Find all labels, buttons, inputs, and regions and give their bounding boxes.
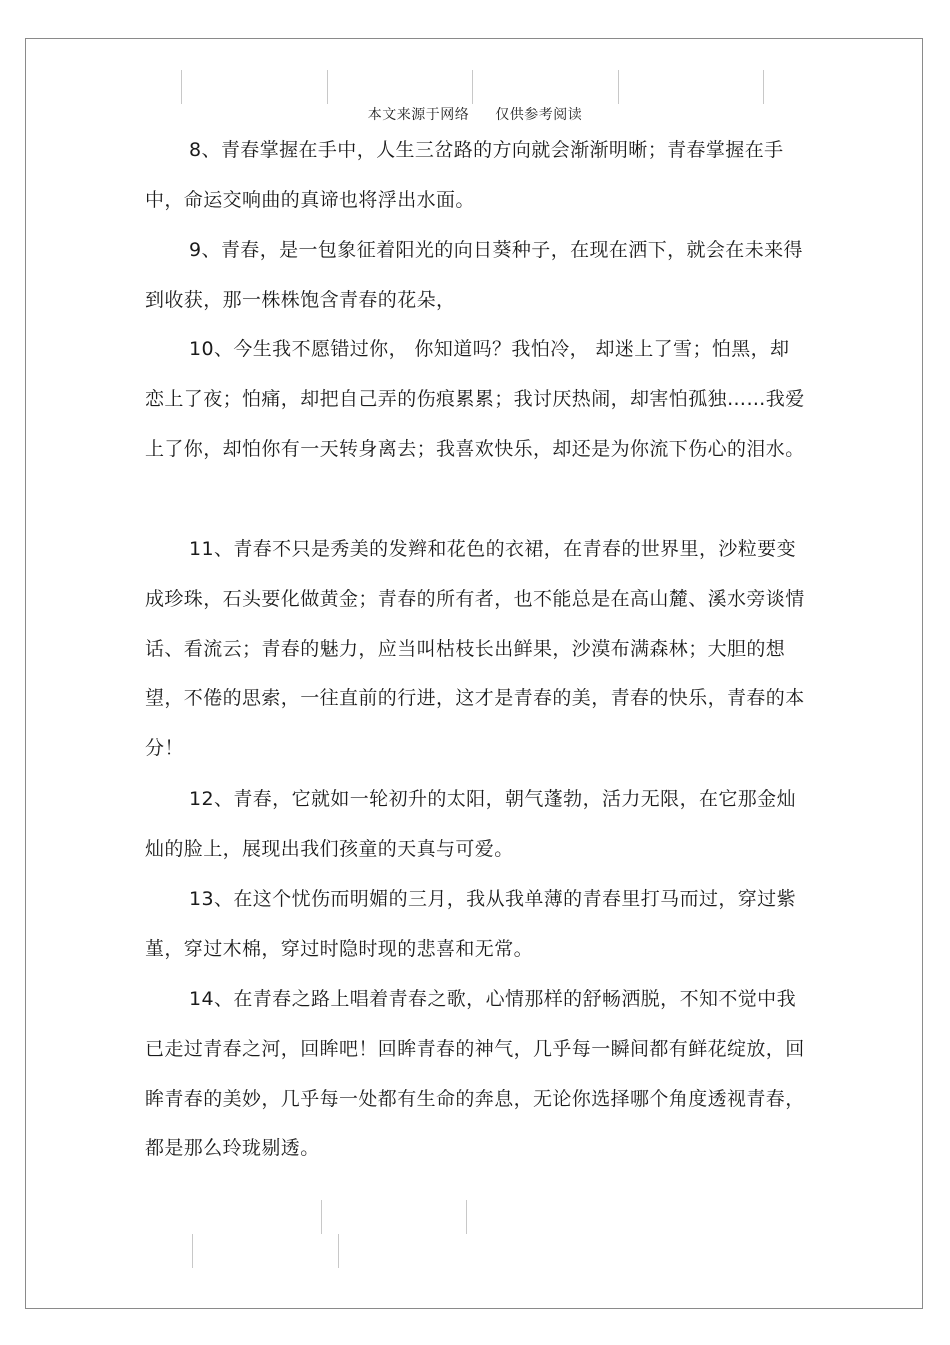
top-guide-line [181, 70, 182, 104]
top-guide-line [763, 70, 764, 104]
top-guide-line [327, 70, 328, 104]
source-note: 本文来源于网络 [367, 107, 470, 123]
paragraph-11: 11、青春不只是秀美的发辫和花色的衣裙，在青春的世界里，沙粒要变成珍珠，石头要化做黄金；青春的所有者，也不能总是在高山麓、溪水旁谈情话、看流云；青春的魅力，应当叫枯枝长出鲜果，沙漠布满森林；大胆的想望，不倦的思索，一往直前的行进，这才是青春的美，青春的快乐，青春的本分！ [145, 538, 805, 760]
paragraph-10: 10、今生我不愿错过你， 你知道吗？我怕冷， 却迷上了雪；怕黑，却恋上了夜；怕痛，却把自己弄的伤痕累累；我讨厌热闹，却害怕孤独……我爱上了你，却怕你有一天转身离去；我喜欢快乐，却还是为你流下伤心的泪水。 [145, 338, 805, 460]
header-note [0, 104, 950, 124]
bottom-guide-line [466, 1200, 467, 1234]
top-guide-line [618, 70, 619, 104]
bottom-guide-line [192, 1234, 193, 1268]
top-guide-line [472, 70, 473, 104]
bottom-guide-line [338, 1234, 339, 1268]
paragraph-9: 9、青春，是一包象征着阳光的向日葵种子，在现在洒下，就会在未来得到收获，那一株株饱含青春的花朵， [145, 239, 803, 311]
bottom-guide-line [321, 1200, 322, 1234]
paragraph-12: 12、青春，它就如一轮初升的太阳，朝气蓬勃，活力无限，在它那金灿灿的脸上，展现出我们孩童的天真与可爱。 [145, 788, 796, 860]
reference-note: 仅供参考阅读 [495, 107, 583, 123]
paragraph-8: 8、青春掌握在手中，人生三岔路的方向就会渐渐明晰；青春掌握在手中，命运交响曲的真谛也将浮出水面。 [145, 139, 784, 211]
paragraph-13: 13、在这个忧伤而明媚的三月，我从我单薄的青春里打马而过，穿过紫堇，穿过木棉，穿过时隐时现的悲喜和无常。 [145, 888, 796, 960]
paragraph-14: 14、在青春之路上唱着青春之歌，心情那样的舒畅洒脱，不知不觉中我已走过青春之河，回眸吧！回眸青春的神气，几乎每一瞬间都有鲜花绽放，回眸青春的美妙，几乎每一处都有生命的奔息，无论你选择哪个角度透视青春，都是那么玲珑剔透。 [145, 988, 805, 1160]
